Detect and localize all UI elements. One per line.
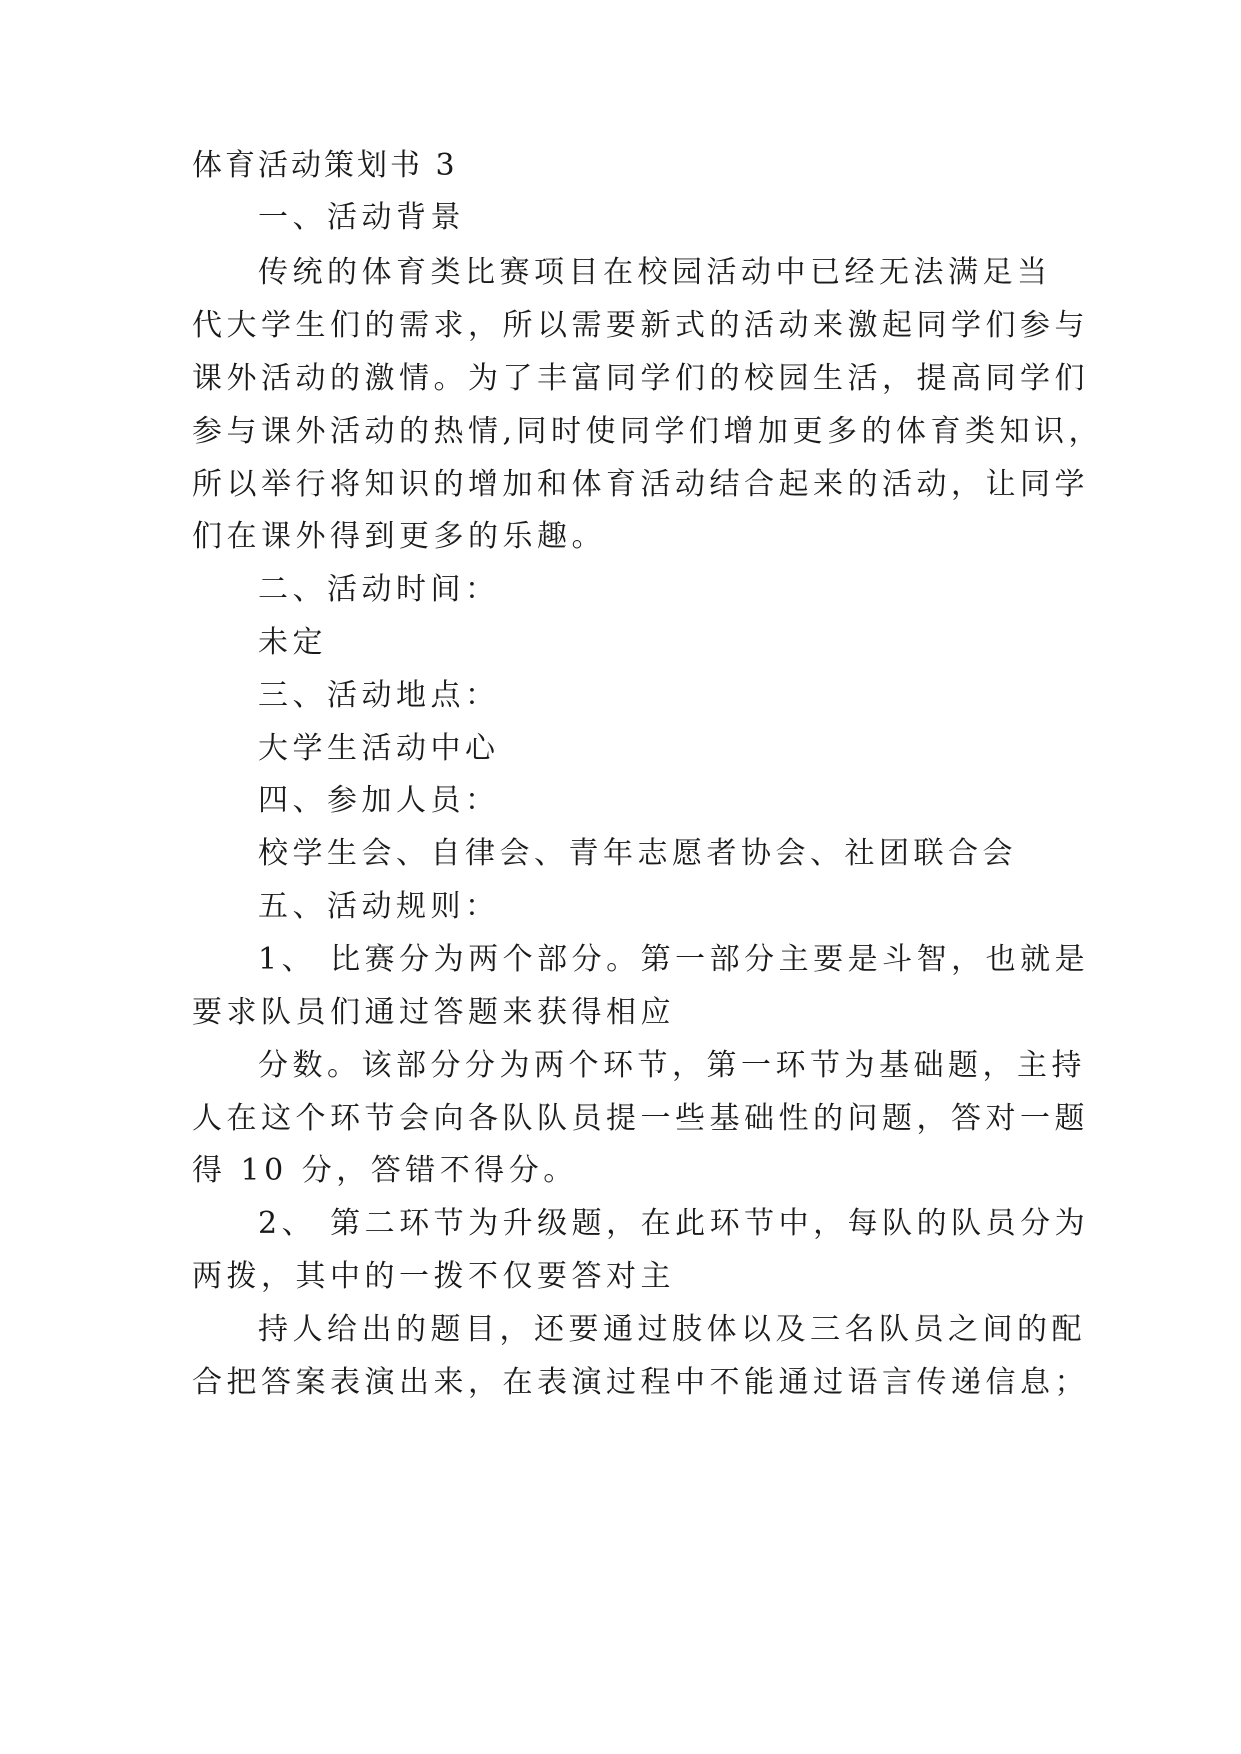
section-heading-location: 三、活动地点： [258,678,500,713]
section-heading-background: 一、活动背景 [258,200,465,235]
paragraph-line: 分数。该部分分为两个环节，第一环节为基础题，主持 [258,1048,1086,1083]
paragraph-line: 所以举行将知识的增加和体育活动结合起来的活动，让同学 [192,467,1089,502]
section-heading-rules: 五、活动规则： [258,889,500,924]
paragraph-line: 校学生会、自律会、青年志愿者协会、社团联合会 [258,836,1017,871]
section-heading-participants: 四、参加人员： [258,783,500,818]
section-heading-time: 二、活动时间： [258,572,500,607]
paragraph-line: 传统的体育类比赛项目在校园活动中已经无法满足当 [258,255,1052,290]
paragraph-line: 大学生活动中心 [258,731,500,766]
paragraph-line: 参与课外活动的热情,同时使同学们增加更多的体育类知识， [192,414,1104,449]
paragraph-line: 代大学生们的需求，所以需要新式的活动来激起同学们参与 [192,308,1089,343]
paragraph-line: 2、 第二环节为升级题，在此环节中，每队的队员分为 [258,1206,1090,1241]
paragraph-line: 合把答案表演出来，在表演过程中不能通过语言传递信息； [192,1365,1089,1400]
document-title: 体育活动策划书 3 [192,148,458,183]
paragraph-line: 两拨，其中的一拨不仅要答对主 [192,1259,675,1294]
paragraph-line: 课外活动的激情。为了丰富同学们的校园生活，提高同学们 [192,361,1089,396]
paragraph-line: 未定 [258,625,327,660]
paragraph-line: 得 10 分，答错不得分。 [192,1153,578,1188]
paragraph-line: 1、 比赛分为两个部分。第一部分主要是斗智，也就是 [258,942,1090,977]
paragraph-line: 们在课外得到更多的乐趣。 [192,519,606,554]
paragraph-line: 持人给出的题目，还要通过肢体以及三名队员之间的配 [258,1312,1086,1347]
paragraph-line: 人在这个环节会向各队队员提一些基础性的问题，答对一题 [192,1101,1089,1136]
paragraph-line: 要求队员们通过答题来获得相应 [192,995,675,1030]
